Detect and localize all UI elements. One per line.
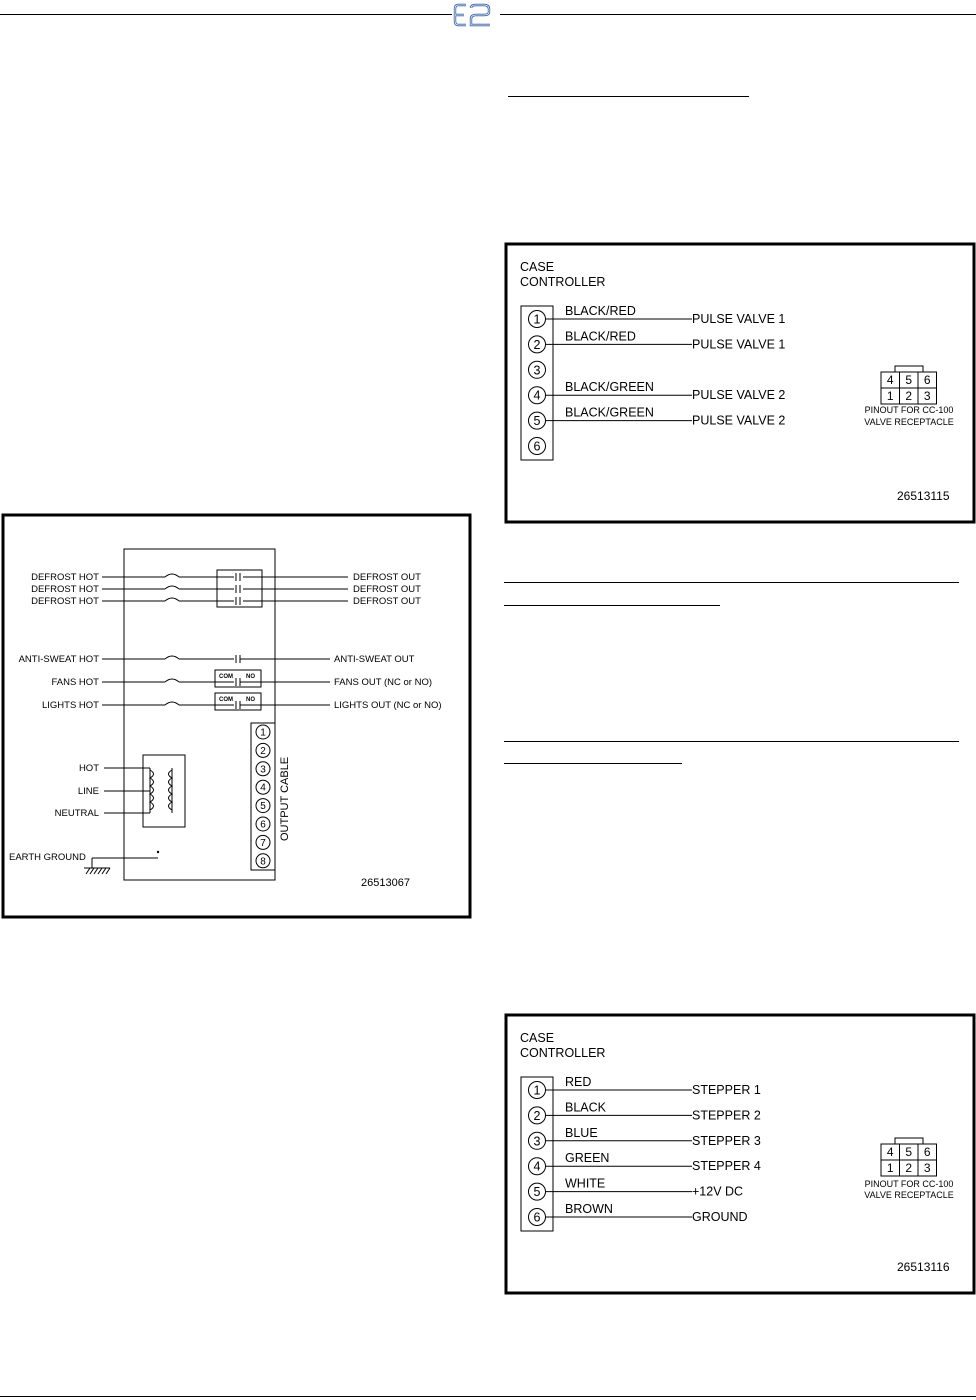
fans-out-label: FANS OUT (NC or NO) — [334, 677, 432, 688]
receptacle-label: PINOUT FOR CC-100 — [864, 1179, 954, 1189]
case-label: CASE — [520, 1031, 555, 1045]
receptacle-pin-number: 4 — [886, 373, 894, 387]
output-pin-number: 1 — [260, 727, 266, 739]
com-label: COM — [219, 674, 233, 680]
receptacle-pin-number: 6 — [923, 1145, 931, 1159]
connector-pin-number: 4 — [533, 1159, 541, 1174]
connector-pin-number: 2 — [533, 1108, 541, 1123]
connector-pin-number: 3 — [533, 363, 541, 378]
heading-underline — [504, 763, 682, 764]
com-label: COM — [219, 697, 233, 703]
receptacle-pin-number: 2 — [905, 389, 913, 403]
connector-pin-number: 6 — [533, 1210, 541, 1225]
wire-color-label: BLUE — [565, 1125, 598, 1140]
connector-pin-number: 6 — [533, 439, 541, 454]
wire-target-label: STEPPER 3 — [692, 1133, 761, 1148]
receptacle-label: VALVE RECEPTACLE — [864, 1190, 954, 1200]
defrost-out-label: DEFROST OUT — [353, 584, 421, 595]
wire-target-label: PULSE VALVE 2 — [692, 388, 786, 403]
controller-label: CONTROLLER — [520, 275, 606, 289]
connector-pin-number: 3 — [533, 1134, 541, 1149]
fans-hot-label: FANS HOT — [51, 677, 99, 688]
anti-sweat-hot-label: ANTI-SWEAT HOT — [18, 654, 99, 665]
lights-hot-label: LIGHTS HOT — [41, 700, 99, 711]
defrost-out-label: DEFROST OUT — [353, 572, 421, 583]
connector-pin-number: 2 — [533, 337, 541, 352]
pulse-valve-wiring-diagram — [504, 242, 976, 524]
controller-label: CONTROLLER — [520, 1046, 606, 1060]
wire-target-label: GROUND — [692, 1210, 748, 1224]
receptacle-pin-number: 5 — [905, 1145, 913, 1159]
connector-pin-number: 1 — [533, 312, 541, 327]
case-label: CASE — [520, 260, 555, 274]
part-number: 26513116 — [897, 1260, 950, 1274]
heading-underline — [508, 96, 749, 97]
wire-target-label: STEPPER 1 — [692, 1083, 761, 1097]
wire-color-label: GREEN — [565, 1151, 610, 1166]
output-pin-number: 2 — [260, 745, 266, 757]
earth-ground-label: EARTH GROUND — [9, 852, 86, 863]
receptacle-pin-number: 3 — [923, 389, 931, 403]
receptacle-pin-number: 1 — [886, 1161, 894, 1175]
relay-wiring-diagram — [0, 512, 473, 920]
output-pin-number: 4 — [260, 782, 266, 794]
wire-target-label: PULSE VALVE 1 — [692, 337, 786, 352]
transformer-neutral-label: NEUTRAL — [54, 808, 99, 819]
connector-pin-number: 5 — [533, 414, 541, 429]
transformer-hot-label: HOT — [78, 763, 99, 774]
receptacle-pin-number: 6 — [923, 373, 931, 387]
connector-pin-number: 1 — [533, 1083, 541, 1098]
output-cable-label: OUTPUT CABLE — [279, 756, 291, 841]
part-number: 26513067 — [361, 877, 410, 889]
connector-pin-number: 4 — [533, 388, 541, 403]
connector-pin-number: 5 — [533, 1185, 541, 1200]
wire-target-label: STEPPER 4 — [692, 1159, 761, 1174]
receptacle-label: VALVE RECEPTACLE — [864, 417, 954, 427]
wire-target-label: +12V DC — [692, 1184, 744, 1199]
wire-color-label: WHITE — [565, 1176, 606, 1191]
wire-color-label: BLACK — [565, 1100, 606, 1115]
lights-out-label: LIGHTS OUT (NC or NO) — [334, 700, 442, 711]
defrost-out-label: DEFROST OUT — [353, 596, 421, 607]
wire-color-label: BLACK/GREEN — [565, 405, 654, 420]
wire-color-label: RED — [565, 1075, 592, 1089]
output-pin-number: 5 — [260, 801, 266, 813]
wire-color-label: BLACK/GREEN — [565, 380, 654, 395]
receptacle-pin-number: 2 — [905, 1161, 913, 1175]
no-label: NO — [246, 697, 255, 703]
anti-sweat-out-label: ANTI-SWEAT OUT — [334, 654, 415, 665]
output-pin-number: 8 — [260, 856, 266, 868]
wire-color-label: BLACK/RED — [565, 304, 636, 318]
stepper-valve-wiring-diagram — [504, 1013, 976, 1295]
output-pin-number: 7 — [260, 837, 266, 849]
receptacle-pin-number: 4 — [886, 1145, 894, 1159]
transformer-line-label: LINE — [77, 786, 99, 797]
wire-target-label: STEPPER 2 — [692, 1108, 761, 1123]
receptacle-pin-number: 3 — [923, 1161, 931, 1175]
output-pin-number: 3 — [260, 764, 266, 776]
wire-color-label: BLACK/RED — [565, 329, 636, 344]
wire-color-label: BROWN — [565, 1202, 613, 1216]
heading-underline — [504, 582, 959, 583]
part-number: 26513115 — [897, 489, 950, 503]
footer-rule — [0, 1396, 976, 1397]
no-label: NO — [246, 674, 255, 680]
e2-logo — [452, 0, 500, 30]
output-pin-number: 6 — [260, 819, 266, 831]
wire-target-label: PULSE VALVE 1 — [692, 312, 786, 326]
receptacle-label: PINOUT FOR CC-100 — [864, 405, 954, 415]
wire-target-label: PULSE VALVE 2 — [692, 413, 786, 428]
receptacle-pin-number: 1 — [886, 389, 894, 403]
heading-underline — [504, 741, 959, 742]
defrost-hot-label: DEFROST HOT — [31, 572, 99, 583]
defrost-hot-label: DEFROST HOT — [31, 596, 99, 607]
receptacle-pin-number: 5 — [905, 373, 913, 387]
heading-underline — [504, 605, 720, 606]
defrost-hot-label: DEFROST HOT — [31, 584, 99, 595]
